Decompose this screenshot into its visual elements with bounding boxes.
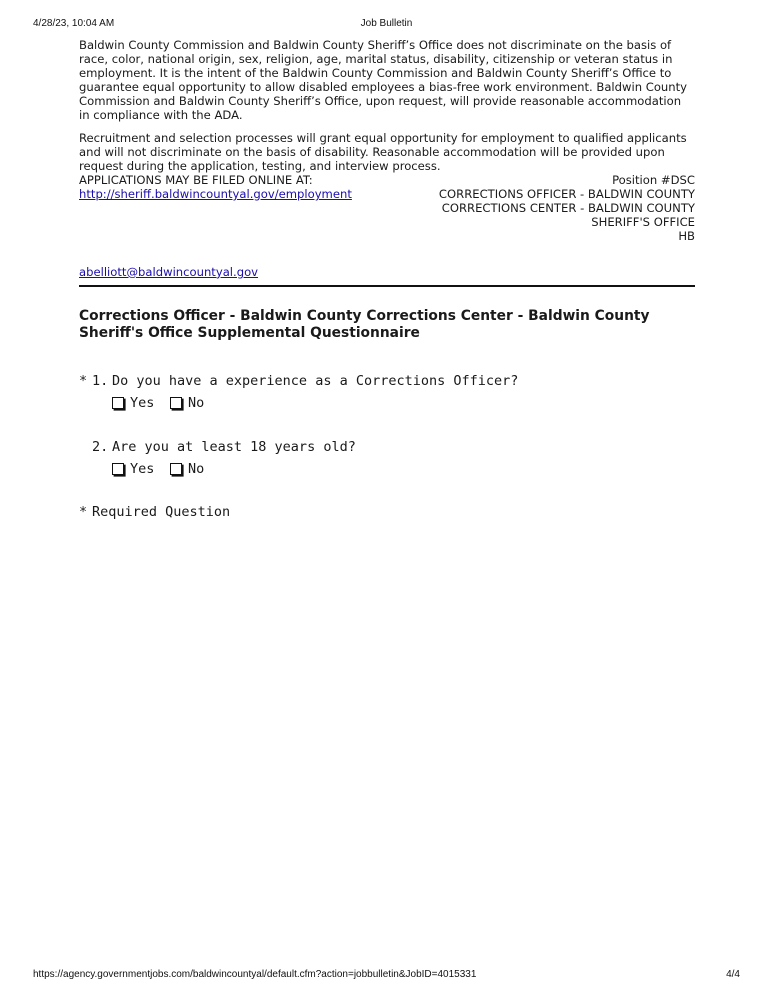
apply-label: APPLICATIONS MAY BE FILED ONLINE AT: — [79, 172, 313, 187]
question-2-no-option[interactable] — [170, 461, 204, 477]
contact-row — [79, 265, 695, 279]
checkbox-icon[interactable] — [112, 397, 124, 409]
section-divider — [79, 285, 695, 287]
apply-info — [79, 173, 352, 201]
question-number: 2. — [92, 438, 109, 455]
apply-block — [79, 173, 695, 243]
checkbox-icon[interactable] — [170, 397, 182, 409]
print-title: Job Bulletin — [360, 18, 413, 29]
question-text: Do you have a experience as a Corrections Officer? — [112, 372, 519, 389]
yes-label: Yes — [130, 460, 155, 477]
question-number: 1. — [92, 372, 109, 389]
recruitment-paragraph: Recruitment and selection processes will grant equal opportunity for employment to qualified applicants and will not discriminate on the basis of disability. Reasonable accommodation will be provided upon request during the application, testing, and interview process. — [79, 130, 687, 173]
no-label: No — [188, 394, 205, 411]
required-marker: * — [79, 503, 88, 520]
question-1-no-option[interactable] — [170, 395, 204, 411]
print-header — [33, 18, 740, 32]
page-number: 4/4 — [726, 969, 740, 980]
eeo-paragraph: Baldwin County Commission and Baldwin County Sheriff’s Office does not discriminate on the basis of race, color, national origin, sex, religion, age, marital status, disability, citizenship or veteran status in employment. It is the intent of the Baldwin County Commission and Baldwin County Sheriff’s Office to guarantee equal opportunity to allow disabled employees a bias-free work environment. Baldwin County Commission and Baldwin County Sheriff’s Office, upon request, will provide reasonable accommodation in compliance with the ADA. — [79, 38, 688, 123]
position-initials: HB — [678, 229, 695, 244]
contact-email-link[interactable]: abelliott@baldwincountyal.gov — [79, 264, 259, 279]
position-title-line-1: CORRECTIONS OFFICER - BALDWIN COUNTY — [438, 186, 695, 201]
required-note-text: Required Question — [92, 503, 231, 520]
question-1-yes-option[interactable] — [112, 395, 154, 411]
question-2 — [79, 439, 695, 457]
bulletin-content — [79, 38, 695, 522]
question-text: Are you at least 18 years old? — [112, 438, 356, 455]
print-footer — [33, 969, 740, 983]
checkbox-icon[interactable] — [112, 463, 124, 475]
question-1 — [79, 373, 695, 391]
required-marker: * — [79, 372, 88, 389]
question-2-yes-option[interactable] — [112, 461, 154, 477]
position-number: Position #DSC — [612, 172, 695, 187]
position-title-line-2: CORRECTIONS CENTER - BALDWIN COUNTY — [441, 201, 695, 216]
no-label: No — [188, 460, 205, 477]
print-url: https://agency.governmentjobs.com/baldwincountyal/default.cfm?action=jobbulletin&JobID=4015331 — [33, 969, 477, 980]
print-datetime: 4/28/23, 10:04 AM — [33, 18, 115, 29]
question-1-options — [79, 395, 695, 415]
checkbox-icon[interactable] — [170, 463, 182, 475]
employment-link[interactable]: http://sheriff.baldwincountyal.gov/employment — [79, 186, 352, 201]
question-2-options — [79, 461, 695, 481]
yes-label: Yes — [130, 394, 155, 411]
position-title-line-3: SHERIFF'S OFFICE — [591, 215, 695, 230]
position-info — [439, 173, 695, 243]
required-note — [79, 504, 695, 522]
questionnaire-title: Corrections Officer - Baldwin County Corrections Center - Baldwin County Sheriff's Office Supplemental Questionnaire — [79, 307, 650, 342]
